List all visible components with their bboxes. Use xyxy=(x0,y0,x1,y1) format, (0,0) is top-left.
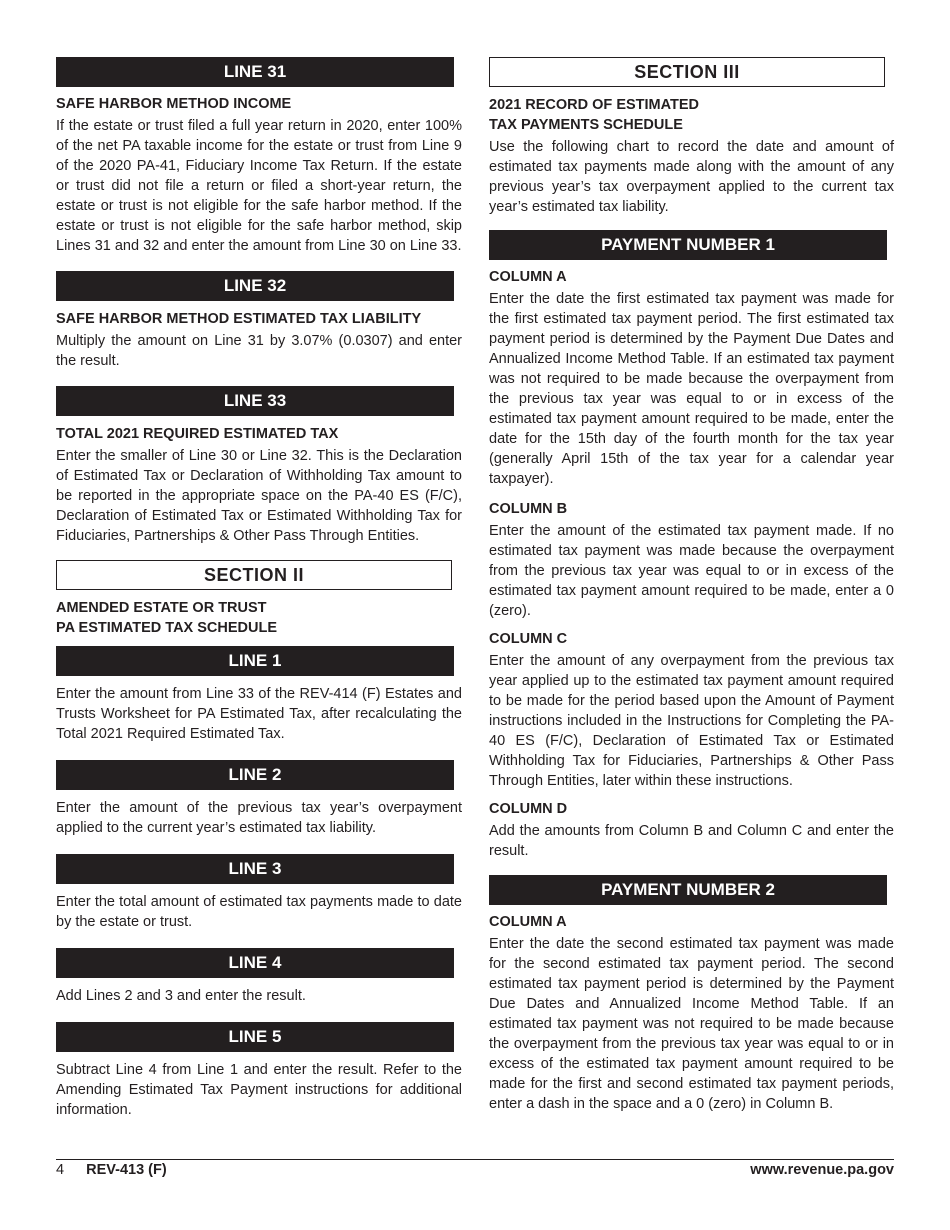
line-4-banner: LINE 4 xyxy=(56,948,454,978)
payment-1-column-a-heading: COLUMN A xyxy=(489,269,567,285)
line-5-banner: LINE 5 xyxy=(56,1022,454,1052)
payment-1-column-d-text: Add the amounts from Column B and Column C and enter the result. xyxy=(489,823,894,859)
footer-left xyxy=(56,1160,167,1180)
line-1-banner: LINE 1 xyxy=(56,646,454,676)
page-number: 4 xyxy=(56,1162,65,1178)
section-2-heading-line2: PA ESTIMATED TAX SCHEDULE xyxy=(56,620,277,636)
line-2-text: Enter the amount of the previous tax year’s overpayment applied to the current year’s estimated tax liability. xyxy=(56,800,462,836)
section-3-text: Use the following chart to record the date and amount of estimated tax payments made along with the amount of any previous year’s tax overpayment applied to the current tax year’s estimated tax liability. xyxy=(489,139,894,215)
payment-1-column-a-text: Enter the date the first estimated tax payment was made for the first estimated tax payment period. The first estimated tax payment period is determined by the Payment Due Dates and Annualized Income Method Table. If an estimated tax payment was not required to be made because the overpayment from the previous tax year was equal to or in excess of the estimated tax payment amount required to be made, enter the date for the 15th day of the fourth month for the tax year (generally April 15th of the tax year for a calendar year taxpayer). xyxy=(489,291,894,487)
right-column xyxy=(489,57,894,1114)
line-3-banner: LINE 3 xyxy=(56,854,454,884)
payment-1-column-c-text: Enter the amount of any overpayment from the previous tax year applied up to the estimated tax payment amount required to be made for the period based upon the Amount of Payment instructions included in the Instructions for Completing the PA-40 ES (F/C), Declaration of Estimated Tax or Estimated Withholding Tax for Fiduciaries, Partnerships & Other Pass Through Entities, later within these instructions. xyxy=(489,653,894,789)
payment-1-column-c-heading: COLUMN C xyxy=(489,631,568,647)
line-4-text: Add Lines 2 and 3 and enter the result. xyxy=(56,988,306,1004)
payment-1-column-b-heading: COLUMN B xyxy=(489,501,568,517)
payment-2-column-a-heading: COLUMN A xyxy=(489,914,567,930)
line-5-text: Subtract Line 4 from Line 1 and enter the result. Refer to the Amending Estimated Tax Payment instructions for additional information. xyxy=(56,1062,462,1118)
line-3-text: Enter the total amount of estimated tax payments made to date by the estate or trust. xyxy=(56,894,462,930)
line-33-text: Enter the smaller of Line 30 or Line 32. This is the Declaration of Estimated Tax or Declaration of Withholding Tax amount to be reported in the appropriate space on the PA-40 ES (F/C), Declaration of Estimated Tax or Estimated Withholding Tax for Fiduciaries, Partnerships & Other Pass Through Entities. xyxy=(56,448,462,544)
section-3-heading-line1: 2021 RECORD OF ESTIMATED xyxy=(489,97,700,113)
payment-2-banner: PAYMENT NUMBER 2 xyxy=(489,875,887,905)
section-3-heading-line2: TAX PAYMENTS SCHEDULE xyxy=(489,117,683,133)
line-33-heading: TOTAL 2021 REQUIRED ESTIMATED TAX xyxy=(56,426,339,442)
line-32-banner: LINE 32 xyxy=(56,271,454,301)
website-link[interactable]: www.revenue.pa.gov xyxy=(750,1162,894,1178)
line-32-heading: SAFE HARBOR METHOD ESTIMATED TAX LIABILITY xyxy=(56,311,422,327)
line-31-text: If the estate or trust filed a full year return in 2020, enter 100% of the net PA taxable income for the estate or trust from Line 9 of the 2020 PA-41, Fiduciary Income Tax Return. If the estate or trust did not file a return or filed a short-year return, the estate or trust is not eligible for the safe harbor method. If the estate or trust is not eligible for the safe harbor method, skip Lines 31 and 32 and enter the amount from Line 30 on Line 33. xyxy=(56,118,462,254)
form-id: REV-413 (F) xyxy=(86,1162,167,1178)
payment-1-banner: PAYMENT NUMBER 1 xyxy=(489,230,887,260)
line-31-banner: LINE 31 xyxy=(56,57,454,87)
line-32-text: Multiply the amount on Line 31 by 3.07% (0.0307) and enter the result. xyxy=(56,333,462,369)
payment-1-column-d-heading: COLUMN D xyxy=(489,801,568,817)
payment-2-column-a-text: Enter the date the second estimated tax payment was made for the second estimated tax payment period. The second estimated tax payment period is determined by the Payment Due Dates and Annualized Income Method Table. If an estimated tax payment was not required to be made because the overpayment from the previous tax year was equal to or in excess of the estimated tax payment amount required to be made for the first and second estimated tax payment periods, enter a dash in the space and a 0 (zero) in Column B. xyxy=(489,936,894,1112)
line-1-text: Enter the amount from Line 33 of the REV-414 (F) Estates and Trusts Worksheet for PA Estimated Tax, after recalculating the Total 2021 Required Estimated Tax. xyxy=(56,686,462,742)
line-2-banner: LINE 2 xyxy=(56,760,454,790)
line-31-heading: SAFE HARBOR METHOD INCOME xyxy=(56,96,292,112)
line-33-banner: LINE 33 xyxy=(56,386,454,416)
section-2-heading-line1: AMENDED ESTATE OR TRUST xyxy=(56,600,267,616)
left-column xyxy=(56,57,462,1120)
payment-1-column-b-text: Enter the amount of the estimated tax payment made. If no estimated tax payment was made because the overpayment from the previous tax year was equal to or in excess of the estimated tax payment amount required to be made, enter a 0 (zero). xyxy=(489,523,894,619)
section-2-banner: SECTION II xyxy=(56,560,452,590)
section-3-banner: SECTION III xyxy=(489,57,885,87)
